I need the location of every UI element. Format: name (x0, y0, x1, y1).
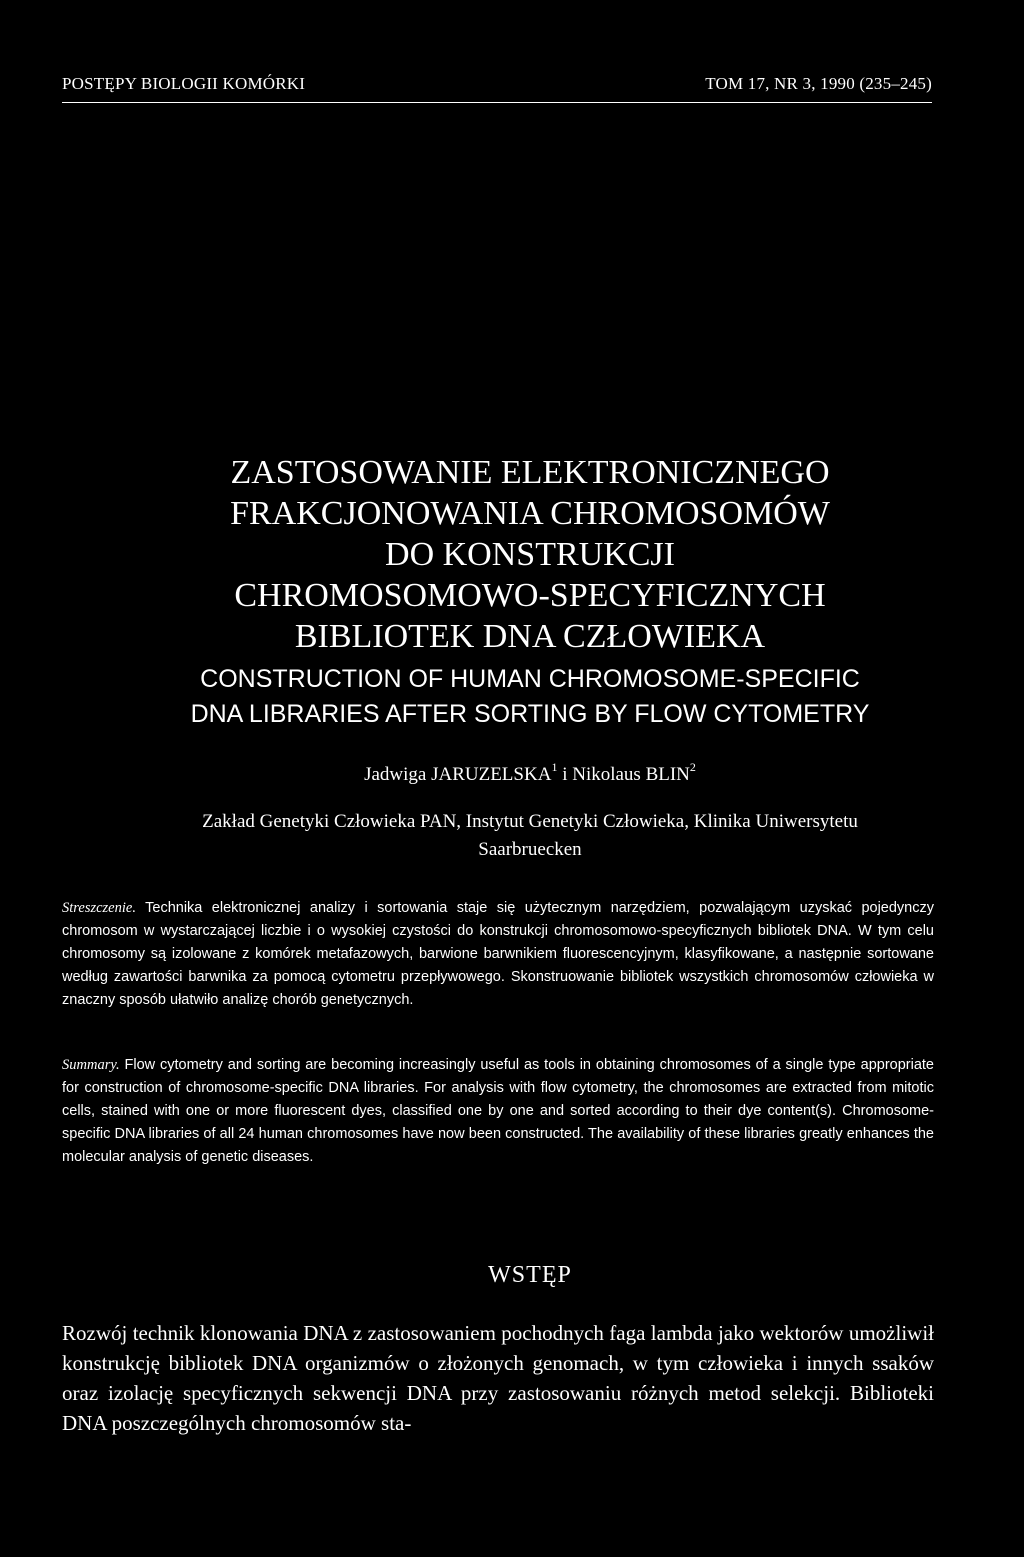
abstract-polish-label: Streszczenie. (62, 900, 136, 916)
intro-paragraph: Rozwój technik klonowania DNA z zastosowaniem pochodnych faga lambda jako wektorów umożliwił konstrukcję bibliotek DNA organizmów o złożonych genomach, w tym człowieka i innych ssaków oraz izolację specyficznych sekwencji DNA przy zastosowaniu różnych metod selekcji. Biblioteki DNA poszczególnych chromosomów sta- (62, 1321, 934, 1435)
title-polish-line: ZASTOSOWANIE ELEKTRONICZNEGO (230, 454, 830, 491)
title-polish-line: FRAKCJONOWANIA CHROMOSOMÓW (230, 495, 830, 532)
author-2: Nikolaus BLIN (572, 764, 690, 785)
journal-name: POSTĘPY BIOLOGII KOMÓRKI (62, 74, 306, 93)
title-polish (60, 452, 1000, 657)
title-english-line: CONSTRUCTION OF HUMAN CHROMOSOME-SPECIFIC (200, 665, 860, 693)
abstract-polish (62, 897, 934, 1012)
author-conjunction: i (557, 764, 573, 785)
title-english-line: DNA LIBRARIES AFTER SORTING BY FLOW CYTOMETRY (190, 700, 870, 728)
title-english (60, 662, 1000, 732)
affiliation (60, 808, 1000, 864)
abstract-english (62, 1054, 934, 1169)
abstract-english-label: Summary. (62, 1057, 120, 1073)
title-polish-line: DO KONSTRUKCJI (385, 536, 675, 573)
abstract-polish-text: Technika elektronicznej analizy i sortowania staje się użytecznym narzędziem, pozwalającym uzyskać pojedynczy chromosom w wystarczającej liczbie i o wysokiej czystości do konstrukcji chromosomowo-specyficznych bibliotek DNA. W tym celu chromosomy są izolowane z komórek metafazowych, barwione barwnikiem fluorescencyjnym, klasyfikowane, a następnie sortowane według zawartości barwnika za pomocą cytometru przepływowego. Skonstruowanie bibliotek wszystkich chromosomów człowieka w znaczny sposób ułatwiło analizę chorób genetycznych. (62, 900, 934, 1008)
section-heading: WSTĘP (488, 1262, 572, 1288)
affiliation-line: Saarbruecken (478, 839, 582, 860)
affiliation-line: Zakład Genetyki Człowieka PAN, Instytut Genetyki Człowieka, Klinika Uniwersytetu (202, 811, 858, 832)
author-2-affil-mark: 2 (689, 760, 696, 774)
author-1-affil-mark: 1 (551, 760, 558, 774)
title-polish-line: CHROMOSOMOWO-SPECYFICZNYCH (234, 577, 826, 614)
header-rule (62, 102, 932, 103)
volume-info: TOM 17, NR 3, 1990 (235–245) (705, 74, 932, 93)
abstract-english-text: Flow cytometry and sorting are becoming increasingly useful as tools in obtaining chromosomes of a single type appropriate for construction of chromosome-specific DNA libraries. For analysis with flow cytometry, the chromosomes are extracted from mitotic cells, stained with one or more fluorescent dyes, classified one by one and sorted according to their dye content(s). Chromosome-specific DNA libraries of all 24 human chromosomes have now been constructed. The availability of these libraries greatly enhances the molecular analysis of genetic diseases. (62, 1057, 934, 1165)
title-polish-line: BIBLIOTEK DNA CZŁOWIEKA (294, 618, 766, 655)
authors (60, 760, 1000, 786)
author-1: Jadwiga JARUZELSKA (364, 764, 552, 785)
